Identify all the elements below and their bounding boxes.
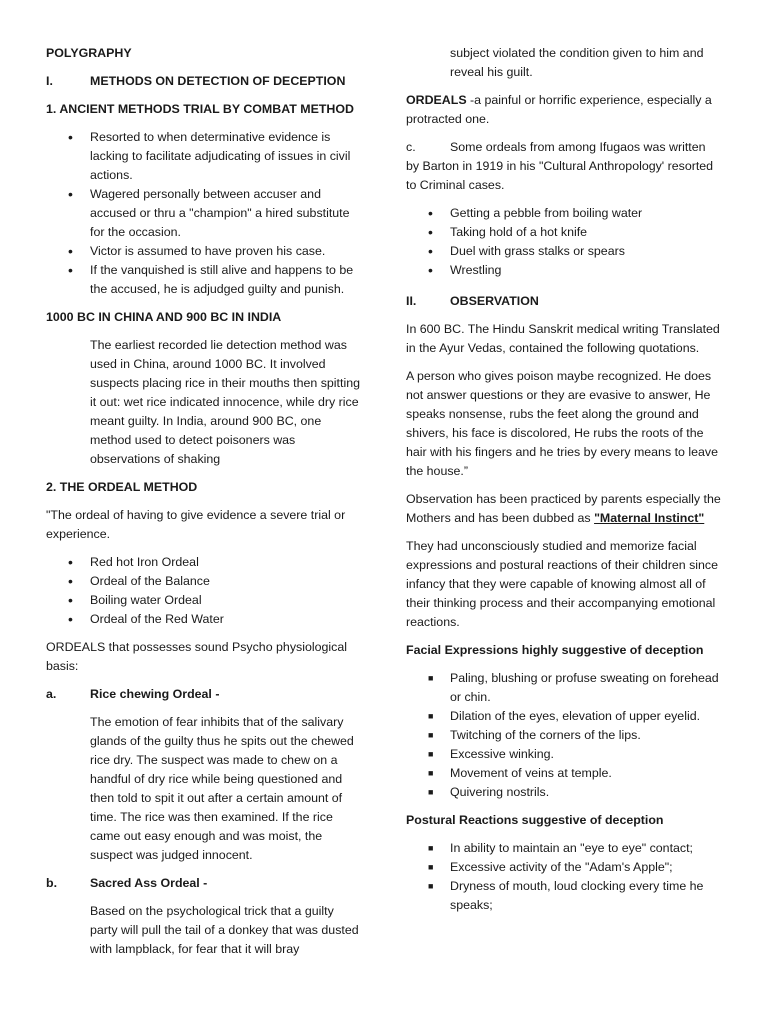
section-1-number: I. <box>46 74 53 88</box>
ordeals-term: ORDEALS <box>406 93 467 107</box>
section-2-title: OBSERVATION <box>450 294 539 308</box>
observation-paragraph-2: A person who gives poison maybe recognized. He does not answer questions or they are evasive to answer, He speaks nonsense, rubs the feet along the ground and shivers, his face is discolored, He rubs the roots of the hair with his fingers and he tries by every means to leave the house.” <box>406 369 718 478</box>
list-item: • Taking hold of a hot knife <box>406 223 722 242</box>
combat-heading: 1. ANCIENT METHODS TRIAL BY COMBAT METHOD <box>46 102 354 116</box>
list-item: • Ordeal of the Balance <box>46 572 364 591</box>
list-item: ■ Dilation of the eyes, elevation of upper eyelid. <box>406 707 722 726</box>
document-title: POLYGRAPHY <box>46 46 132 60</box>
subsection-c-number: c. <box>406 140 416 154</box>
china-india-heading: 1000 BC IN CHINA AND 900 BC IN INDIA <box>46 310 282 324</box>
subsection-b-number: b. <box>46 876 58 890</box>
facial-expressions-heading: Facial Expressions highly suggestive of deception <box>406 643 704 657</box>
list-item: • Victor is assumed to have proven his case. <box>46 242 364 261</box>
section-1-heading <box>46 72 364 91</box>
ordeal-list <box>46 553 364 629</box>
list-item: • If the vanquished is still alive and happens to be the accused, he is adjudged guilty and punish. <box>46 261 364 299</box>
section-1-title: METHODS ON DETECTION OF DECEPTION <box>90 74 346 88</box>
postural-reactions-list <box>406 839 722 915</box>
list-item: ■ Excessive activity of the "Adam's Apple"; <box>406 858 722 877</box>
subsection-b-continuation: subject violated the condition given to him and reveal his guilt. <box>450 46 704 79</box>
list-item: ■ Paling, blushing or profuse sweating on forehead or chin. <box>406 669 722 707</box>
observation-paragraph-3-text: Observation has been practiced by parents especially the Mothers and has been dubbed as <box>406 492 721 525</box>
ordeals-definition <box>406 91 722 129</box>
list-item: ■ Movement of veins at temple. <box>406 764 722 783</box>
list-item: • Wagered personally between accuser and accused or thru a "champion" a hired substitute for the occasion. <box>46 185 364 242</box>
subsection-a-heading <box>46 685 364 704</box>
psycho-paragraph: ORDEALS that possesses sound Psycho physiological basis: <box>46 640 347 673</box>
facial-expressions-list <box>406 669 722 802</box>
subsection-b-title: Sacred Ass Ordeal - <box>90 876 208 890</box>
list-item: ■ Quivering nostrils. <box>406 783 722 802</box>
observation-paragraph-1: In 600 BC. The Hindu Sanskrit medical writing Translated in the Ayur Vedas, contained the following quotations. <box>406 322 720 355</box>
postural-reactions-heading: Postural Reactions suggestive of deception <box>406 813 664 827</box>
subsection-a-paragraph: The emotion of fear inhibits that of the salivary glands of the guilty thus he spits out the chewed rice dry. The suspect was made to chew on a handful of dry rice while being questioned and then told to spit it out after a certain amount of time. The rice was then examined. If the rice came out easy enough and was moist, the suspect was judged innocent. <box>90 715 354 862</box>
ordeals-definition-text: -a painful or horrific experience, especially a protracted one. <box>406 93 712 126</box>
subsection-b-heading <box>46 874 364 893</box>
list-item: • Ordeal of the Red Water <box>46 610 364 629</box>
left-column <box>46 44 364 968</box>
subsection-c-text: by Barton in 1919 in his "Cultural Anthropology' resorted to Criminal cases. <box>406 159 714 192</box>
subsection-a-number: a. <box>46 687 57 701</box>
ifugao-list <box>406 204 722 280</box>
ordeal-paragraph: "The ordeal of having to give evidence a severe trial or experience. <box>46 508 346 541</box>
subsection-c <box>406 138 722 195</box>
list-item: • Wrestling <box>406 261 722 280</box>
list-item: ■ Dryness of mouth, loud clocking every time he speaks; <box>406 877 722 915</box>
observation-paragraph-3 <box>406 490 722 528</box>
list-item: ■ In ability to maintain an "eye to eye" contact; <box>406 839 722 858</box>
list-item: • Duel with grass stalks or spears <box>406 242 722 261</box>
combat-list <box>46 128 364 299</box>
list-item: • Red hot Iron Ordeal <box>46 553 364 572</box>
list-item: • Boiling water Ordeal <box>46 591 364 610</box>
right-column <box>406 44 722 924</box>
observation-paragraph-4: They had unconsciously studied and memorize facial expressions and postural reactions of their children since infancy that they were capable of knowing almost all of their thinking process and their accompanying emotional reactions. <box>406 539 718 629</box>
list-item: • Resorted to when determinative evidence is lacking to facilitate adjudicating of issues in civil actions. <box>46 128 364 185</box>
ordeal-method-heading: 2. THE ORDEAL METHOD <box>46 480 198 494</box>
china-india-paragraph: The earliest recorded lie detection method was used in China, around 1000 BC. It involved suspects placing rice in their mouths then spitting it out: wet rice indicated innocence, while dry rice meant guilty. In India, around 900 BC, one method used to detect poisoners was observations of shaking <box>90 338 360 466</box>
list-item: ■ Excessive winking. <box>406 745 722 764</box>
list-item: ■ Twitching of the corners of the lips. <box>406 726 722 745</box>
list-item: • Getting a pebble from boiling water <box>406 204 722 223</box>
subsection-a-title: Rice chewing Ordeal - <box>90 687 220 701</box>
subsection-b-paragraph: Based on the psychological trick that a guilty party will pull the tail of a donkey that was dusted with lampblack, for fear that it will bray <box>90 904 359 956</box>
section-2-heading <box>406 292 722 311</box>
subsection-c-first-line: Some ordeals from among Ifugaos was written <box>450 140 706 154</box>
section-2-number: II. <box>406 294 417 308</box>
maternal-instinct: "Maternal Instinct" <box>594 511 705 525</box>
